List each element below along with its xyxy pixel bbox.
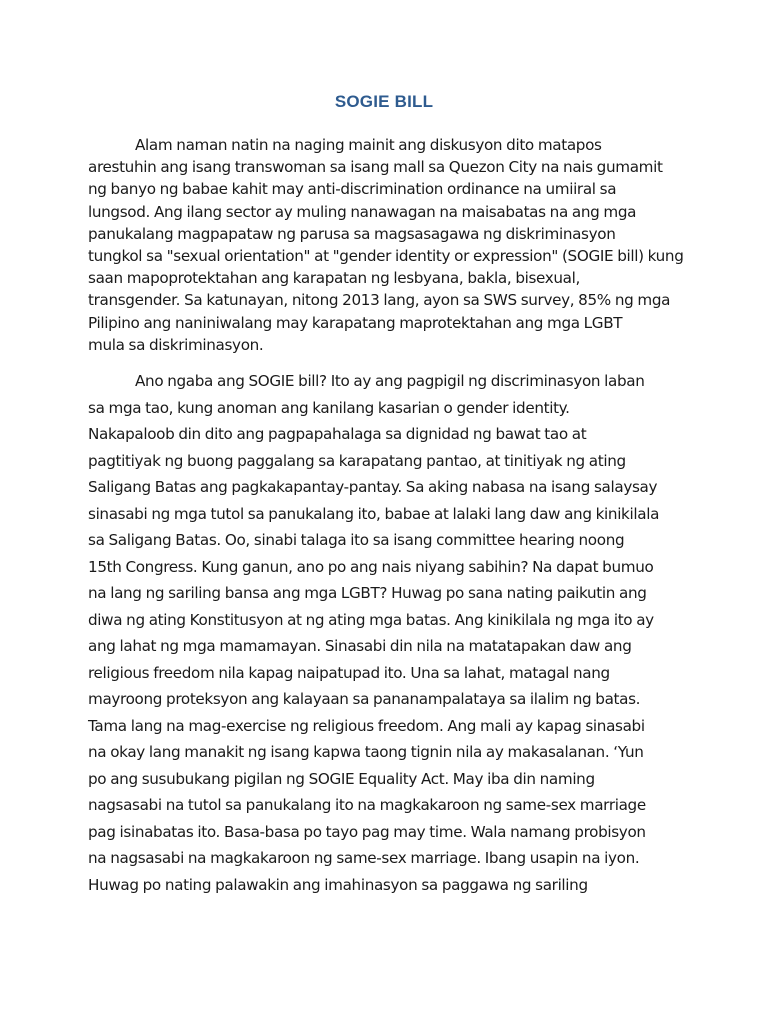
document-title: SOGIE BILL xyxy=(334,92,434,111)
paragraph-line: po ang susubukang pigilan ng SOGIE Equality Act. May iba din naming xyxy=(88,769,595,788)
paragraph-line: Saligang Batas ang pagkakapantay-pantay. Sa aking nabasa na isang salaysay xyxy=(88,478,658,496)
paragraph-line: arestuhin ang isang transwoman sa isang mall sa Quezon City na nais gumamit xyxy=(88,158,663,177)
paragraph-line: na nagsasabi na magkakaroon ng same-sex marriage. Ibang usapin na iyon. xyxy=(88,849,640,867)
paragraph-line: ang lahat ng mga mamamayan. Sinasabi din nila na matatapakan daw ang xyxy=(88,637,632,655)
paragraph-line: Nakapaloob din dito ang pagpapahalaga sa dignidad ng bawat tao at xyxy=(88,425,587,443)
paragraph-line: Tama lang na mag-exercise ng religious freedom. Ang mali ay kapag sinasabi xyxy=(88,716,645,735)
paragraph-line: religious freedom nila kapag naipatupad ito. Una sa lahat, matagal nang xyxy=(88,663,610,682)
paragraph-line: sinasabi ng mga tutol sa panukalang ito, babae at lalaki lang daw ang kinikilala xyxy=(88,504,660,523)
paragraph-line: panukalang magpapataw ng parusa sa magsasagawa ng diskriminasyon xyxy=(88,224,616,243)
paragraph-line: mula sa diskriminasyon. xyxy=(88,335,264,354)
paragraph-line: Pilipino ang naniniwalang may karapatang maprotektahan ang mga LGBT xyxy=(88,313,623,332)
paragraph-line: na lang ng sariling bansa ang mga LGBT? Huwag po sana nating paikutin ang xyxy=(88,584,647,602)
paragraph-line: 15th Congress. Kung ganun, ano po ang nais niyang sabihin? Na dapat bumuo xyxy=(88,557,654,576)
paragraph-line: nagsasabi na tutol sa panukalang ito na magkakaroon ng same-sex marriage xyxy=(88,796,646,814)
paragraph-line: transgender. Sa katunayan, nitong 2013 lang, ayon sa SWS survey, 85% ng mga xyxy=(88,291,671,310)
paragraph-line: lungsod. Ang ilang sector ay muling nanawagan na maisabatas na ang mga xyxy=(88,202,637,221)
paragraph-line: Alam naman natin na naging mainit ang diskusyon dito matapos xyxy=(135,136,602,154)
paragraph-line: Ano ngaba ang SOGIE bill? Ito ay ang pagpigil ng discriminasyon laban xyxy=(135,372,645,390)
paragraph-line: diwa ng ating Konstitusyon at ng ating mga batas. Ang kinikilala ng mga ito ay xyxy=(88,610,654,629)
paragraph-line: pagtitiyak ng buong paggalang sa karapatang pantao, at tinitiyak ng ating xyxy=(88,451,626,470)
paragraph-line: mayroong proteksyon ang kalayaan sa pananampalataya sa ilalim ng batas. xyxy=(88,690,641,708)
paragraph-line: ng banyo ng babae kahit may anti-discrimination ordinance na umiiral sa xyxy=(88,180,617,199)
paragraph-1 xyxy=(88,134,688,356)
paragraph-line: sa mga tao, kung anoman ang kanilang kasarian o gender identity. xyxy=(88,398,570,417)
paragraph-line: Huwag po nating palawakin ang imahinasyon sa paggawa ng sariling xyxy=(88,875,588,894)
paragraph-2 xyxy=(88,368,688,898)
paragraph-line: sa Saligang Batas. Oo, sinabi talaga ito sa isang committee hearing noong xyxy=(88,531,625,549)
paragraph-line: na okay lang manakit ng isang kapwa taong tignin nila ay makasalanan. ‘Yun xyxy=(88,743,644,761)
paragraph-line: pag isinabatas ito. Basa-basa po tayo pag may time. Wala namang probisyon xyxy=(88,822,646,841)
paragraph-line: saan mapoprotektahan ang karapatan ng lesbyana, bakla, bisexual, xyxy=(88,269,580,288)
paragraph-line: tungkol sa "sexual orientation" at "gender identity or expression" (SOGIE bill) kung xyxy=(88,247,684,266)
